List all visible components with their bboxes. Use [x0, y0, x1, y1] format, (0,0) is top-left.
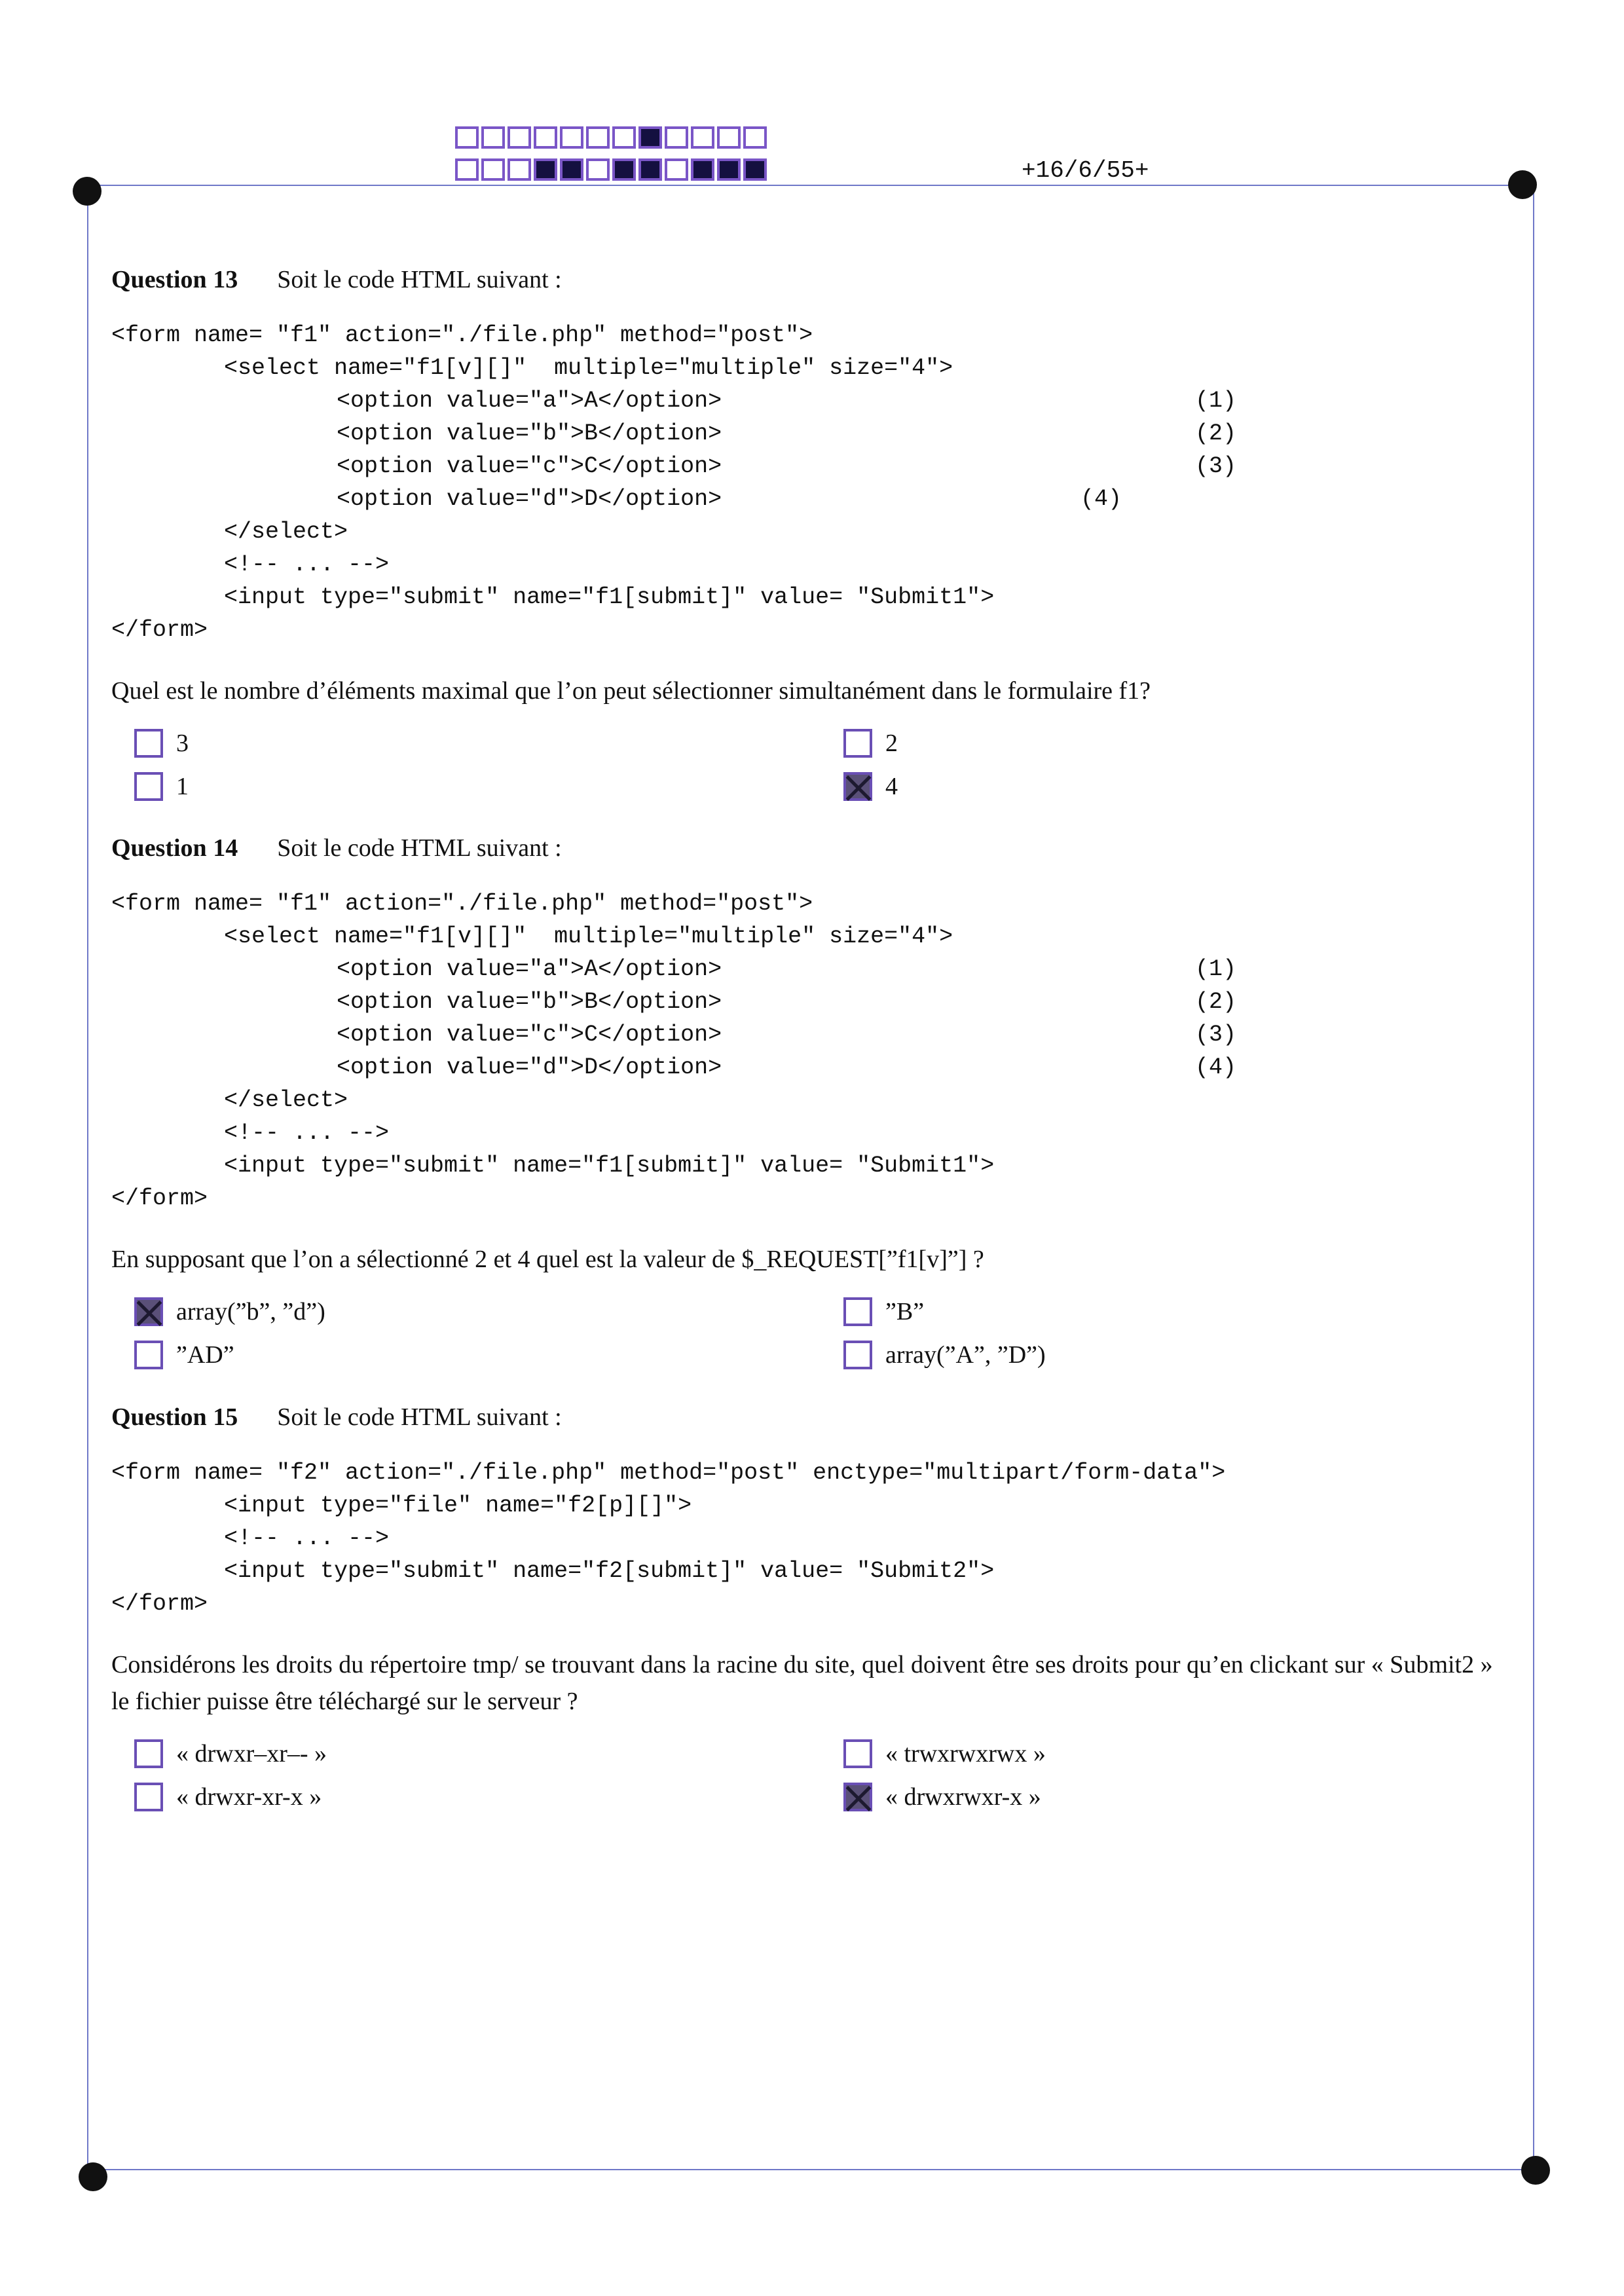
- answer-label: 4: [885, 773, 898, 800]
- option-number-mark: (1): [1195, 388, 1237, 414]
- barcode-cell: [586, 126, 610, 149]
- code-text: <form name= "f1" action="./file.php" method="post">: [111, 891, 813, 917]
- answer-label: 3: [176, 730, 189, 757]
- barcode-cell: [455, 158, 479, 181]
- option-number-mark: (2): [1195, 989, 1237, 1015]
- barcode-top: [455, 126, 769, 149]
- code-block: [111, 887, 1519, 1215]
- code-line: [111, 548, 1519, 581]
- code-text: <!-- ... -->: [224, 1120, 390, 1146]
- checked-checkbox[interactable]: [843, 772, 872, 801]
- code-text: <input type="submit" name="f1[submit]" value= "Submit1">: [224, 584, 995, 610]
- barcode-cell: [691, 158, 714, 181]
- option-number-mark: (3): [1195, 1022, 1237, 1048]
- code-text: <!-- ... -->: [224, 551, 390, 578]
- code-line: [111, 483, 1519, 515]
- answer-option[interactable]: [134, 772, 189, 801]
- question-intro: Soit le code HTML suivant :: [277, 1403, 562, 1431]
- barcode-bottom: [455, 158, 769, 181]
- option-number-mark: (2): [1195, 420, 1237, 447]
- code-block: [111, 1456, 1519, 1620]
- answer-option[interactable]: [134, 1783, 322, 1811]
- code-line: [111, 1182, 1519, 1215]
- code-line: [111, 1555, 1519, 1587]
- question-prompt: Quel est le nombre d’éléments maximal que l’on peut sélectionner simultanément dans le formulaire f1?: [111, 677, 1151, 705]
- question-prompt: Considérons les droits du répertoire tmp/ se trouvant dans la racine du site, quel doivent être ses droits pour qu’en clickant sur « Submit2 » le fichier puisse être téléchargé sur le serveur ?: [111, 1651, 1493, 1715]
- checkbox[interactable]: [843, 1739, 872, 1768]
- code-line: [111, 1018, 1519, 1051]
- barcode-cell: [481, 158, 505, 181]
- checkbox[interactable]: [843, 1341, 872, 1369]
- barcode-cell: [586, 158, 610, 181]
- question-header: [111, 1403, 1519, 1432]
- code-text: <option value="a">A</option>: [337, 956, 722, 982]
- code-line: [111, 1084, 1519, 1117]
- barcode-cell: [534, 158, 557, 181]
- code-line: [111, 352, 1519, 384]
- question-number: Question 13: [111, 266, 238, 293]
- checkbox[interactable]: [843, 729, 872, 758]
- code-text: <input type="file" name="f2[p][]">: [224, 1492, 692, 1519]
- code-line: [111, 1489, 1519, 1522]
- barcode-cell: [481, 126, 505, 149]
- checked-checkbox[interactable]: [134, 1297, 163, 1326]
- checkbox[interactable]: [134, 1739, 163, 1768]
- answer-option[interactable]: [843, 1297, 924, 1326]
- answer-option[interactable]: [843, 1783, 1041, 1811]
- question-header: [111, 265, 1519, 294]
- barcode-cell: [455, 126, 479, 149]
- answer-list: [111, 729, 1519, 827]
- code-text: <option value="c">C</option>: [337, 1022, 722, 1048]
- code-line: [111, 384, 1519, 417]
- code-text: <form name= "f1" action="./file.php" method="post">: [111, 322, 813, 348]
- code-line: [111, 920, 1519, 953]
- code-line: [111, 450, 1519, 483]
- answer-option[interactable]: [134, 729, 189, 758]
- barcode-cell: [691, 126, 714, 149]
- answer-label: « drwxrwxr-x »: [885, 1783, 1041, 1811]
- barcode-cell: [743, 158, 767, 181]
- checkbox[interactable]: [134, 772, 163, 801]
- barcode-cell: [665, 158, 688, 181]
- question-number: Question 15: [111, 1403, 238, 1431]
- barcode-cell: [665, 126, 688, 149]
- checkbox[interactable]: [134, 1341, 163, 1369]
- code-text: <option value="d">D</option>: [337, 486, 722, 512]
- question-15: [111, 1403, 1519, 1838]
- option-number-mark: (1): [1195, 956, 1237, 982]
- code-text: </select>: [224, 1087, 348, 1113]
- code-text: <option value="b">B</option>: [337, 989, 722, 1015]
- code-line: [111, 953, 1519, 986]
- code-text: <option value="c">C</option>: [337, 453, 722, 479]
- answer-label: 1: [176, 773, 189, 800]
- checkbox[interactable]: [134, 1783, 163, 1811]
- barcode-cell: [560, 158, 583, 181]
- answer-label: « drwxr–xr–- »: [176, 1740, 327, 1768]
- code-text: </form>: [111, 617, 208, 643]
- code-line: [111, 1149, 1519, 1182]
- answer-label: « drwxr-xr-x »: [176, 1783, 322, 1811]
- code-text: </form>: [111, 1185, 208, 1212]
- answer-label: « trwxrwxrwx »: [885, 1740, 1046, 1768]
- answer-option[interactable]: [843, 729, 898, 758]
- corner-marker-top-right: [1508, 170, 1537, 199]
- code-text: </form>: [111, 1591, 208, 1617]
- page-id: +16/6/55+: [1022, 157, 1149, 184]
- code-line: [111, 1587, 1519, 1620]
- checkbox[interactable]: [843, 1297, 872, 1326]
- option-number-mark: (4): [1080, 486, 1122, 512]
- code-text: <option value="d">D</option>: [337, 1054, 722, 1081]
- barcode-cell: [717, 126, 741, 149]
- answer-option[interactable]: [134, 1297, 325, 1326]
- answer-option[interactable]: [843, 772, 898, 801]
- question-prompt: En supposant que l’on a sélectionné 2 et 4 quel est la valeur de $_REQUEST[”f1[v]”] ?: [111, 1246, 984, 1273]
- question-14: [111, 834, 1519, 1396]
- barcode-cell: [560, 126, 583, 149]
- barcode-cell: [638, 158, 662, 181]
- answer-label: ”AD”: [176, 1341, 234, 1369]
- code-line: [111, 515, 1519, 548]
- code-line: [111, 417, 1519, 450]
- answer-option[interactable]: [134, 1341, 234, 1369]
- corner-marker-bottom-right: [1521, 2156, 1550, 2185]
- barcode-cell: [507, 126, 531, 149]
- code-line: [111, 614, 1519, 646]
- barcode-cell: [534, 126, 557, 149]
- answer-label: 2: [885, 730, 898, 757]
- code-line: [111, 319, 1519, 352]
- question-intro: Soit le code HTML suivant :: [277, 266, 562, 293]
- barcode-cell: [743, 126, 767, 149]
- answer-list: [111, 1739, 1519, 1838]
- answer-label: array(”A”, ”D”): [885, 1341, 1046, 1369]
- code-text: <option value="b">B</option>: [337, 420, 722, 447]
- barcode-cell: [717, 158, 741, 181]
- code-text: <select name="f1[v][]" multiple="multiple" size="4">: [224, 355, 953, 381]
- code-line: [111, 1522, 1519, 1555]
- barcode-cell: [612, 158, 636, 181]
- code-text: <option value="a">A</option>: [337, 388, 722, 414]
- answer-option[interactable]: [843, 1341, 1046, 1369]
- checked-checkbox[interactable]: [843, 1783, 872, 1811]
- code-text: <input type="submit" name="f1[submit]" value= "Submit1">: [224, 1153, 995, 1179]
- code-text: <select name="f1[v][]" multiple="multiple" size="4">: [224, 923, 953, 950]
- barcode-cell: [612, 126, 636, 149]
- corner-marker-top-left: [73, 177, 101, 206]
- question-header: [111, 834, 1519, 862]
- code-text: </select>: [224, 519, 348, 545]
- code-line: [111, 887, 1519, 920]
- question-13: [111, 265, 1519, 827]
- code-block: [111, 319, 1519, 646]
- answer-list: [111, 1297, 1519, 1396]
- answer-option[interactable]: [843, 1739, 1046, 1768]
- option-number-mark: (4): [1195, 1054, 1237, 1081]
- code-text: <!-- ... -->: [224, 1525, 390, 1551]
- answer-label: array(”b”, ”d”): [176, 1298, 325, 1325]
- checkbox[interactable]: [134, 729, 163, 758]
- code-text: <form name= "f2" action="./file.php" method="post" enctype="multipart/form-data">: [111, 1460, 1226, 1486]
- barcode-cell: [638, 126, 662, 149]
- code-line: [111, 1051, 1519, 1084]
- code-line: [111, 581, 1519, 614]
- corner-marker-bottom-left: [79, 2162, 107, 2191]
- barcode-cell: [507, 158, 531, 181]
- answer-label: ”B”: [885, 1298, 925, 1325]
- code-line: [111, 1117, 1519, 1149]
- question-intro: Soit le code HTML suivant :: [277, 834, 562, 862]
- answer-option[interactable]: [134, 1739, 327, 1768]
- code-line: [111, 1456, 1519, 1489]
- question-number: Question 14: [111, 834, 238, 862]
- code-text: <input type="submit" name="f2[submit]" value= "Submit2">: [224, 1558, 995, 1584]
- code-line: [111, 986, 1519, 1018]
- option-number-mark: (3): [1195, 453, 1237, 479]
